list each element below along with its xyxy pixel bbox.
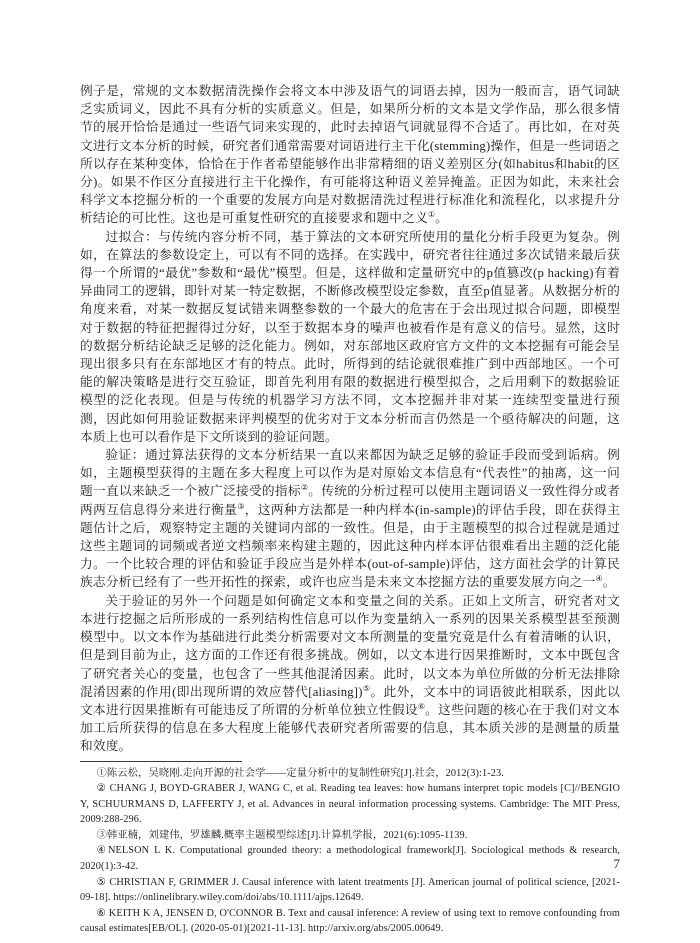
- footnotes-block: [80, 766, 620, 938]
- footnote-divider: [80, 761, 242, 762]
- footnote: ④NELSON L K. Computational grounded theory: a methodological framework[J]. Sociological methods & research, 2020(1):3-42.: [80, 845, 620, 873]
- body-paragraph: 关于验证的另外一个问题是如何确定文本和变量之间的关系。正如上文所言，研究者对文本进行挖掘之后所形成的一系列结构性信息可以作为变量纳入一系列的因果关系模型甚至预测模型中。以文本作为基础进行此类分析需要对文本所测量的变量究竟是什么有着清晰的认识，但是到目前为止，这方面的工作还有很多挑战。例如，以文本进行因果推断时，文本中既包含了研究者关心的变量，也包含了一些其他混淆因素。此时，以文本为单位所做的分析无法排除混淆因素的作用(即出现所谓的效应替代[aliasing])⑤。此外，文本中的词语彼此相联系，因此以文本进行因果推断有可能违反了所谓的分析单位独立性假设⑥。这些问题的核心在于我们对文本加工后所获得的信息在多大程度上能够代表研究者所需要的信息，其本质关涉的是测量的质量和效度。: [80, 593, 620, 754]
- body-paragraph: 过拟合：与传统内容分析不同，基于算法的文本研究所使用的量化分析手段更为复杂。例如，在算法的参数设定上，可以有不同的选择。在实践中，研究者往往通过多次试错来最后获得一个所谓的“最优”参数和“最优”模型。但是，这样做和定量研究中的p值篡改(p hacking)有着异曲同工的逻辑，即针对某一特定数据，不断修改模型设定参数，直至p值显著。从数据分析的角度来看，对某一数据反复试错来调整参数的一个最大的危害在于会出现过拟合问题，即模型对于数据的特征把握得过分好，以至于数据本身的噪声也被看作是有意义的信号。显然，这时的数据分析结论缺乏足够的泛化能力。例如，对东部地区政府官方文件的文本挖掘有可能会呈现出很多只有在东部地区才有的特点。此时，所得到的结论就很难推广到中西部地区。一个可能的解决策略是进行交互验证，即首先利用有限的数据进行模型拟合，之后用剩下的数据验证模型的泛化表现。但是与传统的机器学习方法不同，文本挖掘并非对某一连续型变量进行预测，因此如何用验证数据来评判模型的优劣对于文本分析而言仍然是一个亟待解决的问题，这本质上也可以看作是下文所谈到的验证问题。: [80, 229, 620, 444]
- body-paragraph: 验证：通过算法获得的文本分析结果一直以来都因为缺乏足够的验证手段而受到诟病。例如，主题模型获得的主题在多大程度上可以作为是对原始文本信息有“代表性”的抽离，这一问题一直以来缺乏一个被广泛接受的指标②。传统的分析过程可以使用主题词语义一致性得分或者两两互信息得分来进行衡量③，这两种方法都是一种内样本(in-sample)的评估手段，即在获得主题估计之后，观察特定主题的关键词内部的一致性。但是，由于主题模型的拟合过程就是通过这些主题词的词频或者逆文档频率来构建主题的，因此这种内样本评估很难看出主题的泛化能力。一个比较合理的评估和验证手段应当是外样本(out-of-sample)评估，这方面社会学的计算民族志分析已经有了一些开拓性的探索，或许也应当是未来文本挖掘方法的重要发展方向之一④。: [80, 448, 621, 590]
- body-paragraph: 例子是，常规的文本数据清洗操作会将文本中涉及语气的词语去掉，因为一般而言，语气词缺乏实质词义，因此不具有分析的实质意义。但是，如果所分析的文本是文学作品，那么很多情节的展开恰恰是通过一些语气词来实现的，此时去掉语气词就显得不合适了。再比如，在对英文进行文本分析的时候，研究者们通常需要对词语进行主干化(stemming)操作，但是一些词语之所以存在某种变体，恰恰在于作者希望能够作出非常精细的语义差别区分(如habitus和habit的区分)。如果不作区分直接进行主干化操作，有可能将这种语义差异掩盖。正因为如此，未来社会科学文本挖掘分析的一个重要的发展方向是对数据清洗过程进行标准化和流程化，以求提升分析结论的可比性。这也是可重复性研究的直接要求和题中之义①。: [80, 84, 620, 226]
- footnote: ⑥ KEITH K A, JENSEN D, O'CONNOR B. Text and causal inference: A review of using text to remove confounding from causal estimates[EB/OL]. (2020-05-01)[2021-11-13]. http://arxiv.org/abs/2005.00649.: [80, 907, 620, 935]
- page-content: [80, 82, 620, 937]
- footnote: ② CHANG J, BOYD-GRABER J, WANG C, et al. Reading tea leaves: how humans interpret topic models [C]//BENGIO Y, SCHUURMANS D, LAFFERTY J, et al. Advances in neural information processing systems. Cambridge: The MIT Press, 2009:288-296.: [80, 783, 620, 826]
- footnote: ⑤ CHRISTIAN F, GRIMMER J. Causal inference with latent treatments [J]. American journal of political science, [2021-09-18]. https://onlinelibrary.wiley.com/doi/abs/10.1111/ajps.12649.: [80, 876, 620, 904]
- footnote: ③韩亚楠，刘建伟，罗雄麟.概率主题模型综述[J].计算机学报，2021(6):1095-1139.: [96, 829, 468, 841]
- body-text-block: [80, 82, 620, 756]
- page-number: 7: [613, 856, 620, 871]
- footnote: ①陈云松，吴晓刚.走向开源的社会学——定量分析中的复制性研究[J].社会，2012(3):1-23.: [96, 767, 504, 779]
